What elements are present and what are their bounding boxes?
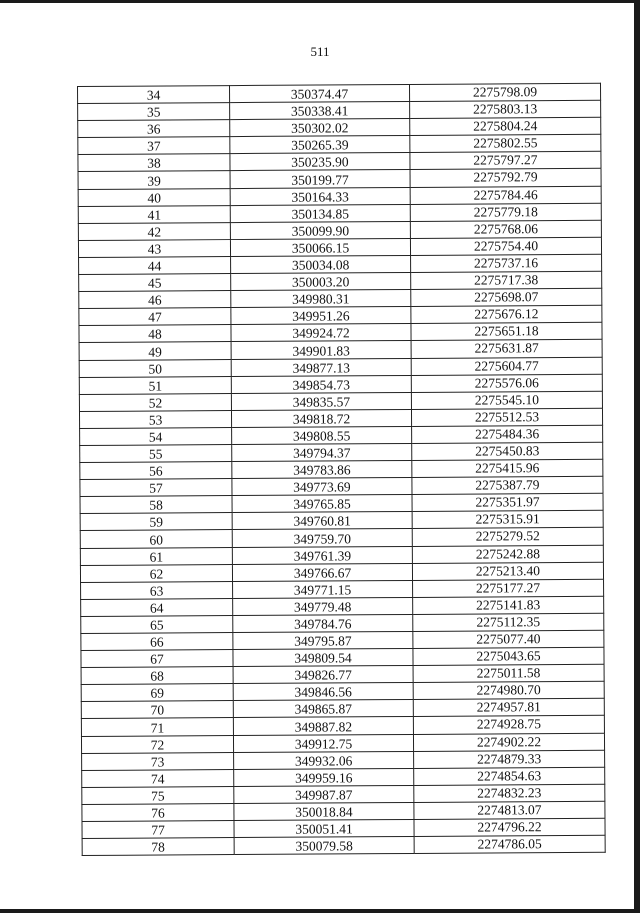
y-coordinate-cell: 2275242.88	[412, 545, 603, 563]
x-coordinate-cell: 350034.08	[231, 255, 411, 273]
y-coordinate-cell: 2274813.07	[414, 801, 605, 819]
point-number-cell: 51	[79, 376, 231, 394]
y-coordinate-cell: 2275011.58	[413, 664, 604, 682]
x-coordinate-cell: 349759.70	[232, 529, 412, 547]
point-number-cell: 46	[79, 291, 231, 309]
point-number-cell: 53	[79, 410, 231, 428]
y-coordinate-cell: 2274902.22	[413, 733, 604, 751]
point-number-cell: 76	[82, 803, 234, 821]
point-number-cell: 50	[79, 359, 231, 377]
y-coordinate-cell: 2275043.65	[413, 647, 604, 665]
y-coordinate-cell: 2275077.40	[413, 630, 604, 648]
x-coordinate-cell: 349760.81	[232, 512, 412, 530]
x-coordinate-cell: 349987.87	[234, 785, 414, 803]
y-coordinate-cell: 2275717.38	[411, 271, 602, 289]
point-number-cell: 56	[80, 462, 232, 480]
y-coordinate-cell: 2275213.40	[412, 562, 603, 580]
scan-edge-bottom	[0, 909, 640, 913]
x-coordinate-cell: 349826.77	[233, 666, 413, 684]
point-number-cell: 77	[82, 821, 234, 839]
x-coordinate-cell: 349932.06	[234, 751, 414, 769]
point-number-cell: 36	[78, 120, 230, 138]
x-coordinate-cell: 350134.85	[230, 204, 410, 222]
y-coordinate-cell: 2275651.18	[411, 323, 602, 341]
x-coordinate-cell: 349865.87	[233, 700, 413, 718]
y-coordinate-cell: 2275797.27	[410, 152, 601, 170]
y-coordinate-cell: 2274957.81	[413, 699, 604, 717]
y-coordinate-cell: 2275754.40	[410, 237, 601, 255]
x-coordinate-cell: 350051.41	[234, 819, 414, 837]
point-number-cell: 61	[80, 547, 232, 565]
y-coordinate-cell: 2275415.96	[412, 459, 603, 477]
point-number-cell: 54	[80, 427, 232, 445]
x-coordinate-cell: 349924.72	[231, 324, 411, 342]
x-coordinate-cell: 349835.57	[231, 392, 411, 410]
point-number-cell: 49	[79, 342, 231, 360]
y-coordinate-cell: 2275698.07	[411, 288, 602, 306]
y-coordinate-cell: 2275351.97	[412, 494, 603, 512]
x-coordinate-cell: 349761.39	[232, 546, 412, 564]
y-coordinate-cell: 2275484.36	[412, 425, 603, 443]
scan-edge-top	[0, 0, 640, 3]
point-number-cell: 74	[82, 769, 234, 787]
point-number-cell: 68	[81, 667, 233, 685]
point-number-cell: 41	[78, 205, 230, 223]
point-number-cell: 67	[81, 650, 233, 668]
y-coordinate-cell: 2275779.18	[410, 203, 601, 221]
x-coordinate-cell: 349959.16	[234, 768, 414, 786]
x-coordinate-cell: 349808.55	[232, 426, 412, 444]
x-coordinate-cell: 350338.41	[230, 102, 410, 120]
point-number-cell: 43	[78, 239, 230, 257]
y-coordinate-cell: 2275141.83	[413, 596, 604, 614]
point-number-cell: 35	[78, 103, 230, 121]
y-coordinate-cell: 2275177.27	[413, 579, 604, 597]
point-number-cell: 73	[82, 752, 234, 770]
x-coordinate-cell: 350066.15	[230, 238, 410, 256]
x-coordinate-cell: 349779.48	[233, 597, 413, 615]
y-coordinate-cell: 2275450.83	[412, 442, 603, 460]
point-number-cell: 48	[79, 325, 231, 343]
point-number-cell: 37	[78, 137, 230, 155]
point-number-cell: 34	[78, 86, 230, 104]
table-row	[82, 835, 605, 855]
x-coordinate-cell: 350302.02	[230, 119, 410, 137]
x-coordinate-cell: 350099.90	[230, 221, 410, 239]
point-number-cell: 40	[78, 188, 230, 206]
x-coordinate-cell: 349783.86	[232, 461, 412, 479]
y-coordinate-cell: 2275792.79	[410, 169, 601, 187]
point-number-cell: 44	[79, 257, 231, 275]
y-coordinate-cell: 2275631.87	[411, 340, 602, 358]
point-number-cell: 75	[82, 786, 234, 804]
y-coordinate-cell: 2275784.46	[410, 186, 601, 204]
x-coordinate-cell: 349887.82	[233, 717, 413, 735]
point-number-cell: 60	[80, 530, 232, 548]
point-number-cell: 57	[80, 479, 232, 497]
x-coordinate-cell: 349912.75	[233, 734, 413, 752]
x-coordinate-cell: 349818.72	[231, 409, 411, 427]
x-coordinate-cell: 350018.84	[234, 802, 414, 820]
point-number-cell: 70	[81, 701, 233, 719]
x-coordinate-cell: 349877.13	[231, 358, 411, 376]
point-number-cell: 63	[81, 581, 233, 599]
y-coordinate-cell: 2274854.63	[414, 767, 605, 785]
point-number-cell: 38	[78, 154, 230, 172]
point-number-cell: 66	[81, 633, 233, 651]
y-coordinate-cell: 2275768.06	[410, 220, 601, 238]
coordinate-table-body	[78, 83, 606, 855]
y-coordinate-cell: 2274796.22	[414, 818, 605, 836]
y-coordinate-cell: 2275798.09	[409, 83, 600, 101]
x-coordinate-cell: 350374.47	[230, 84, 410, 102]
x-coordinate-cell: 349901.83	[231, 341, 411, 359]
point-number-cell: 52	[79, 393, 231, 411]
y-coordinate-cell: 2275545.10	[411, 391, 602, 409]
point-number-cell: 42	[78, 222, 230, 240]
y-coordinate-cell: 2275279.52	[412, 528, 603, 546]
y-coordinate-cell: 2275604.77	[411, 357, 602, 375]
x-coordinate-cell: 349809.54	[233, 649, 413, 667]
x-coordinate-cell: 349795.87	[233, 631, 413, 649]
point-number-cell: 58	[80, 496, 232, 514]
x-coordinate-cell: 349784.76	[233, 614, 413, 632]
y-coordinate-cell: 2274980.70	[413, 682, 604, 700]
x-coordinate-cell: 349766.67	[232, 563, 412, 581]
y-coordinate-cell: 2275676.12	[411, 306, 602, 324]
coordinate-table	[77, 83, 606, 856]
point-number-cell: 39	[78, 171, 230, 189]
x-coordinate-cell: 350235.90	[230, 153, 410, 171]
x-coordinate-cell: 349980.31	[231, 290, 411, 308]
y-coordinate-cell: 2274928.75	[413, 716, 604, 734]
x-coordinate-cell: 350199.77	[230, 170, 410, 188]
y-coordinate-cell: 2274832.23	[414, 784, 605, 802]
x-coordinate-cell: 349846.56	[233, 683, 413, 701]
point-number-cell: 62	[80, 564, 232, 582]
y-coordinate-cell: 2275387.79	[412, 476, 603, 494]
x-coordinate-cell: 349765.85	[232, 495, 412, 513]
y-coordinate-cell: 2275512.53	[411, 408, 602, 426]
point-number-cell: 78	[82, 838, 234, 856]
y-coordinate-cell: 2275112.35	[413, 613, 604, 631]
y-coordinate-cell: 2275315.91	[412, 511, 603, 529]
x-coordinate-cell: 350079.58	[234, 837, 414, 855]
point-number-cell: 64	[81, 598, 233, 616]
x-coordinate-cell: 349771.15	[233, 580, 413, 598]
y-coordinate-cell: 2275737.16	[411, 254, 602, 272]
point-number-cell: 65	[81, 615, 233, 633]
y-coordinate-cell: 2275576.06	[411, 374, 602, 392]
y-coordinate-cell: 2275803.13	[410, 100, 601, 118]
point-number-cell: 69	[81, 684, 233, 702]
y-coordinate-cell: 2274786.05	[414, 835, 605, 853]
point-number-cell: 59	[80, 513, 232, 531]
x-coordinate-cell: 349794.37	[232, 443, 412, 461]
point-number-cell: 55	[80, 445, 232, 463]
point-number-cell: 47	[79, 308, 231, 326]
point-number-cell: 72	[81, 735, 233, 753]
scan-edge-right	[634, 0, 640, 913]
y-coordinate-cell: 2275802.55	[410, 135, 601, 153]
y-coordinate-cell: 2274879.33	[414, 750, 605, 768]
point-number-cell: 45	[79, 274, 231, 292]
x-coordinate-cell: 350003.20	[231, 272, 411, 290]
x-coordinate-cell: 350265.39	[230, 136, 410, 154]
page-number: 511	[310, 44, 330, 59]
x-coordinate-cell: 349773.69	[232, 478, 412, 496]
x-coordinate-cell: 349854.73	[231, 375, 411, 393]
point-number-cell: 71	[81, 718, 233, 736]
x-coordinate-cell: 349951.26	[231, 307, 411, 325]
x-coordinate-cell: 350164.33	[230, 187, 410, 205]
y-coordinate-cell: 2275804.24	[410, 117, 601, 135]
